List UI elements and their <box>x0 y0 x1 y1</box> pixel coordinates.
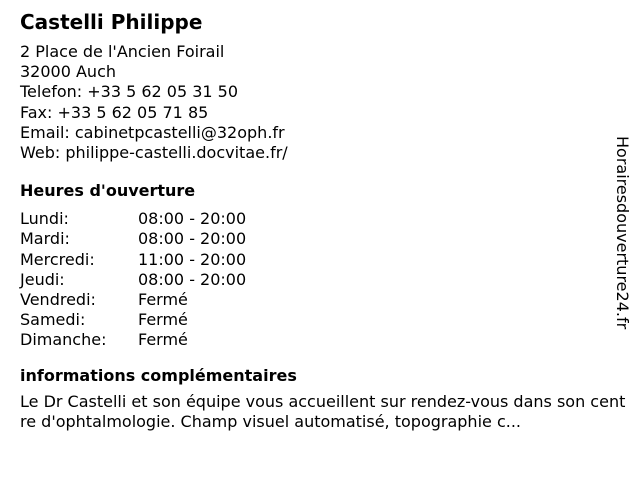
day-label: Vendredi: <box>20 290 96 310</box>
day-label: Mardi: <box>20 229 70 249</box>
additional-info-text: Le Dr Castelli et son équipe vous accueillent sur rendez-vous dans son centre d'ophtalmologie. Champ visuel automatisé, topographie c... <box>20 391 626 432</box>
hours-row-saturday <box>20 310 610 330</box>
day-label: Jeudi: <box>20 269 65 289</box>
street-address: 2 Place de l'Ancien Foirail <box>20 42 225 61</box>
day-hours: Fermé <box>138 290 188 310</box>
day-hours: 08:00 - 20:00 <box>138 229 247 249</box>
day-hours: 11:00 - 20:00 <box>138 249 247 269</box>
additional-info-heading: informations complémentaires <box>20 365 297 385</box>
hours-row-friday <box>20 290 610 310</box>
contact-details <box>20 42 610 163</box>
watermark-text: Horairesdouverture24.fr <box>613 136 632 330</box>
day-label: Samedi: <box>20 310 86 330</box>
email-address[interactable]: Email: cabinetpcastelli@32oph.fr <box>20 122 285 142</box>
hours-row-thursday <box>20 270 610 290</box>
fax-number: Fax: +33 5 62 05 71 85 <box>20 102 209 122</box>
business-name: Castelli Philippe <box>20 10 203 34</box>
day-hours: Fermé <box>138 310 188 330</box>
hours-row-tuesday <box>20 229 610 249</box>
opening-hours-heading: Heures d'ouverture <box>20 181 196 201</box>
day-label: Mercredi: <box>20 249 95 269</box>
website-link[interactable]: Web: philippe-castelli.docvitae.fr/ <box>20 143 288 163</box>
day-hours: 08:00 - 20:00 <box>138 209 247 229</box>
hours-row-monday <box>20 209 610 229</box>
hours-row-wednesday <box>20 250 610 270</box>
day-label: Lundi: <box>20 209 69 229</box>
opening-hours-table <box>20 209 610 350</box>
phone-number[interactable]: Telefon: +33 5 62 05 31 50 <box>20 82 239 102</box>
site-watermark <box>612 136 634 376</box>
day-hours: 08:00 - 20:00 <box>138 269 247 289</box>
day-hours: Fermé <box>138 330 188 350</box>
hours-row-sunday <box>20 330 610 350</box>
city: 32000 Auch <box>20 62 117 82</box>
day-label: Dimanche: <box>20 330 107 350</box>
